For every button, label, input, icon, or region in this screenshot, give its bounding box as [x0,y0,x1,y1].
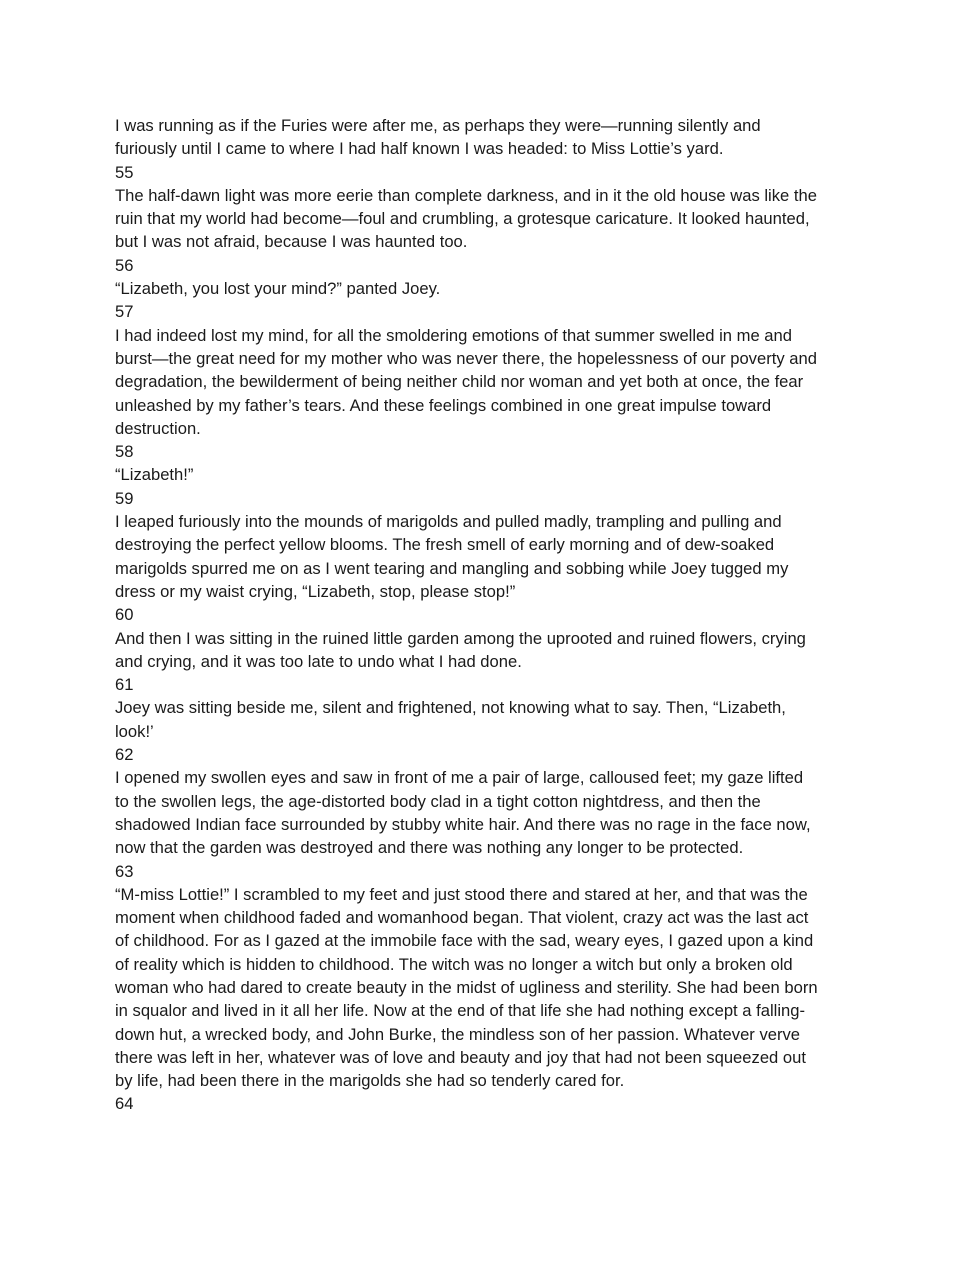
paragraph-number: 61 [115,675,134,695]
paragraph: I was running as if the Furies were after me, as perhaps they were—running silently and furiously until I came to where I had half known I was headed: to Miss Lottie’s yard. [115,116,761,159]
paragraph: “Lizabeth, you lost your mind?” panted Joey. [115,279,441,299]
paragraph: “M-miss Lottie!” I scrambled to my feet and just stood there and stared at her, and that was the moment when childhood faded and womanhood began. That violent, crazy act was the last act of childhood. For as I gazed at the immobile face with the sad, weary eyes, I gazed upon a kind of reality which is hidden to childhood. The witch was no longer a witch but only a broken old woman who had dared to create beauty in the midst of ugliness and sterility. She had been born in squalor and lived in it all her life. Now at the end of that life she had nothing except a falling- down hut, a wrecked body, and John Burke, the mindless son of her passion. Whatever verve there was left in her, whatever was of love and beauty and joy that had not been squeezed out by life, had been there in the marigolds she had so tenderly cared for. [115,884,818,1091]
paragraph: Joey was sitting beside me, silent and frightened, not knowing what to say. Then, “Lizabeth, look!’ [115,698,786,741]
paragraph-number: 57 [115,302,134,322]
paragraph-number: 60 [115,605,134,625]
paragraph: I had indeed lost my mind, for all the smoldering emotions of that summer swelled in me and burst—the great need for my mother who was never there, the hopelessness of our poverty and degradation, the bewilderment of being neither child nor woman and yet both at once, the fear unleashed by my father’s tears. And these feelings combined in one great impulse toward destruction. [115,325,817,438]
paragraph-number: 63 [115,861,134,881]
paragraph-number: 56 [115,255,134,275]
paragraph: And then I was sitting in the ruined little garden among the uprooted and ruined flowers, crying and crying, and it was too late to undo what I had done. [115,628,806,671]
paragraph: I opened my swollen eyes and saw in front of me a pair of large, calloused feet; my gaze lifted to the swollen legs, the age-distorted body clad in a tight cotton nightdress, and then the shadowed Indian face surrounded by stubby white hair. And there was no rage in the face now, now that the garden was destroyed and there was nothing any longer to be protected. [115,768,811,858]
paragraph: The half-dawn light was more eerie than complete darkness, and in it the old house was like the ruin that my world had become—foul and crumbling, a grotesque caricature. It looked haunted, but I was not afraid, because I was haunted too. [115,185,817,252]
paragraph: I leaped furiously into the mounds of marigolds and pulled madly, trampling and pulling and destroying the perfect yellow blooms. The fresh smell of early morning and of dew-soaked marigolds spurred me on as I went tearing and mangling and sobbing while Joey tugged my dress or my waist crying, “Lizabeth, stop, please stop!” [115,512,789,601]
paragraph-number: 62 [115,745,134,765]
paragraph-number: 55 [115,162,134,182]
paragraph-number: 64 [115,1094,134,1114]
paragraph: “Lizabeth!” [115,465,194,485]
paragraph-number: 58 [115,442,134,462]
paragraph-number: 59 [115,488,134,508]
document-page [115,114,865,1116]
